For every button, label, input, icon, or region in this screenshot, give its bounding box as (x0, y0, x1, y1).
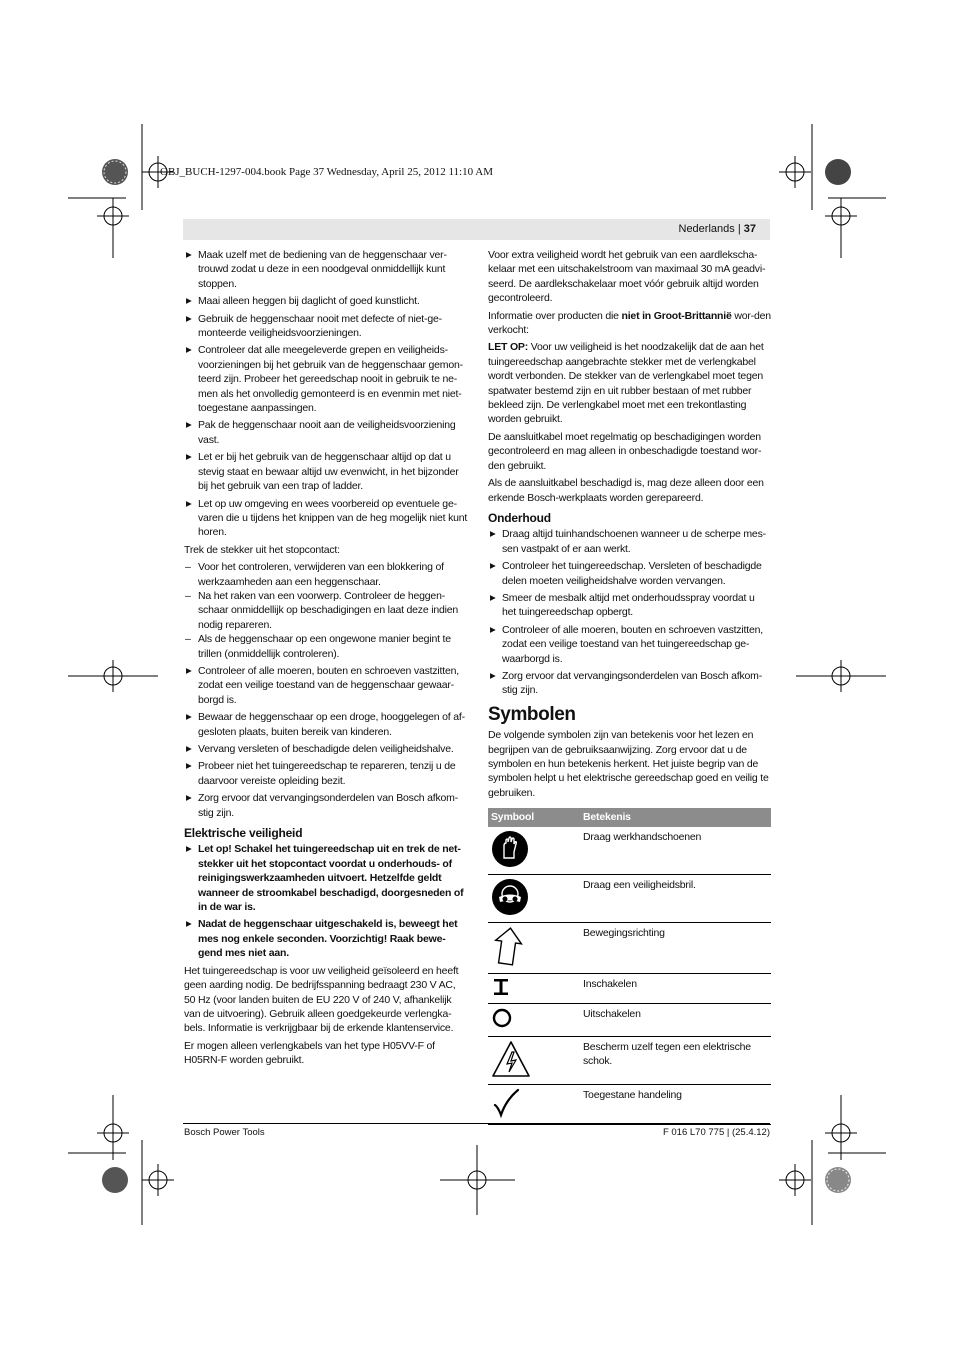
symbol-cell (488, 1085, 580, 1125)
meaning-cell: Toegestane handeling (580, 1085, 771, 1125)
meaning-cell: Uitschakelen (580, 1004, 771, 1036)
header-text (679, 223, 757, 235)
table-row (488, 923, 771, 973)
header-separator: | (737, 223, 741, 235)
section-heading-electrical: Elektrische veiligheid (184, 826, 303, 841)
table-header-row (488, 808, 771, 826)
list-item: ▶ Zorg ervoor dat vervangingsonderdelen van Bosch afkom-stig zijn. (488, 669, 771, 698)
symbol-cell (488, 923, 580, 973)
symbol-cell (488, 827, 580, 875)
meaning-cell: Draag een veiligheidsbril. (580, 875, 771, 923)
list-item: ▶ Maak uzelf met de bediening van de heggenschaar ver-trouwd zodat u deze in een noodgeval onmiddellijk kunt stoppen. (184, 248, 468, 291)
list-item: ▶ Let op uw omgeving en wees voorbereid op eventuele ge-varen die u tijdens het knippen van de heg mogelijk niet kunt horen. (184, 497, 468, 540)
arrow-up-icon (491, 926, 525, 966)
power-off-icon (491, 1007, 513, 1029)
list-item: ▶ Maai alleen heggen bij daglicht of goed kunstlicht. (184, 294, 468, 308)
list-item: ▶ Pak de heggenschaar nooit aan de veiligheidsvoorziening vast. (184, 418, 468, 447)
list-item: ▶ Zorg ervoor dat vervangingsonderdelen van Bosch afkom-stig zijn. (184, 791, 468, 820)
meaning-cell: Bewegingsrichting (580, 923, 771, 973)
section-heading-symbols: Symbolen (488, 703, 576, 725)
table-row (488, 875, 771, 923)
table-row (488, 973, 771, 1003)
footer-right: F 016 L70 775 | (25.4.12) (662, 1127, 770, 1138)
list-item: ▶ Probeer niet het tuingereedschap te repareren, tenzij u de daarvoor vereiste opleiding bezit. (184, 759, 468, 788)
paragraph: De volgende symbolen zijn van betekenis voor het lezen en begrijpen van de gebruiksaanwijzing. Zorg ervoor dat u de symbolen en hun betekenis herkent. Het juiste begrip van de symbolen helpt u het elektrische gereedschap goed en veilig te gebruiken. (488, 729, 769, 799)
goggles-icon (491, 878, 529, 916)
paragraph: Als de aansluitkabel beschadigd is, mag deze alleen door een erkende Bosch-werkplaats worden gerepareerd. (488, 477, 764, 504)
paragraph: Er mogen alleen verlengkabels van het type H05VV-F of H05RN-F worden gebruikt. (184, 1039, 435, 1067)
paragraph: De aansluitkabel moet regelmatig op beschadigingen worden gecontroleerd en mag alleen in onbeschadigde toestand wor-den gebruikt. (488, 430, 762, 472)
page-number: 37 (743, 223, 756, 235)
footer-left: Bosch Power Tools (184, 1127, 265, 1138)
header-language: Nederlands (678, 223, 735, 235)
table-row (488, 1004, 771, 1036)
table-row (488, 1085, 771, 1125)
symbols-table (488, 808, 771, 1125)
list-item: ▶ Let er bij het gebruik van de heggenschaar altijd op dat u stevig staat en bewaar altijd uw evenwicht, in het bijzonder bij het gebruik van een trap of ladder. (184, 450, 468, 493)
list-item: ▶ Nadat de heggenschaar uitgeschakeld is, beweegt het mes nog enkele seconden. Voorzichtig! Raak bewe-gend mes niet aan. (184, 917, 468, 960)
dash-item: – Voor het controleren, verwijderen van een blokkering of werkzaamheden aan een heggenschaar. (184, 560, 468, 589)
list-item: ▶ Vervang versleten of beschadigde delen veiligheidshalve. (184, 742, 468, 756)
paragraph (488, 340, 771, 426)
list-item: ▶ Smeer de mesbalk altijd met onderhoudsspray voordat u het tuingereedschap opbergt. (488, 591, 771, 620)
table-row (488, 1036, 771, 1084)
symbol-cell (488, 875, 580, 923)
right-column (488, 248, 771, 1125)
column-header-meaning: Betekenis (580, 808, 771, 826)
dash-item: – Als de heggenschaar op een ongewone manier begint te trillen (onmiddellijk controleren). (184, 632, 468, 661)
paragraph (488, 309, 771, 338)
text-run: Informatie over producten die (488, 309, 622, 322)
symbol-cell (488, 973, 580, 1003)
text-run-bold: niet in Groot-Brittannië (621, 309, 732, 322)
list-item: ▶ Draag altijd tuinhandschoenen wanneer u de scherpe mes-sen vastpakt of er aan werkt. (488, 527, 771, 556)
symbol-cell (488, 1004, 580, 1036)
meaning-cell: Bescherm uzelf tegen een elektrische schok. (580, 1036, 771, 1084)
power-on-icon (491, 977, 511, 997)
print-slug: OBJ_BUCH-1297-004.book Page 37 Wednesday, April 25, 2012 11:10 AM (160, 166, 493, 178)
footer-divider (183, 1123, 770, 1124)
checkmark-icon (491, 1088, 521, 1118)
text-run: Voor uw veiligheid is het noodzakelijk dat de aan het tuingereedschap aangebrachte stekker met de verlengkabel wordt verbonden. De stekker van de verlengkabel moet tegen spatwater bestemd zijn en uit rubber bestaan of met rubber bekleed zijn. De verlengkabel moet met een trekontlasting worden gebruikt. (488, 341, 764, 426)
list-item: ▶ Controleer of alle moeren, bouten en schroeven vastzitten, zodat een veilige toestand van de heggenschaar gewaar-borgd is. (184, 664, 468, 707)
left-column (184, 248, 468, 1071)
list-item: ▶ Controleer het tuingereedschap. Versleten of beschadigde delen moeten veiligheidshalve worden vervangen. (488, 559, 771, 588)
page-header (183, 219, 770, 240)
electric-shock-warning-icon (491, 1040, 531, 1078)
paragraph: Trek de stekker uit het stopcontact: (184, 543, 340, 556)
column-header-symbol: Symbool (488, 808, 580, 826)
gloves-icon (491, 830, 529, 868)
table-row (488, 827, 771, 875)
dash-item: – Na het raken van een voorwerp. Controleer de heggen-schaar onmiddellijk op beschadigingen en laat deze indien nodig repareren. (184, 589, 468, 632)
text-run: wor-den verkocht: (488, 309, 771, 337)
meaning-cell: Inschakelen (580, 973, 771, 1003)
meaning-cell: Draag werkhandschoenen (580, 827, 771, 875)
list-item: ▶ Controleer dat alle meegeleverde grepen en veiligheids-voorzieningen bij het gebruik van de heggenschaar gemon-teerd zijn. Probeer het gereedschap nooit in gebruik te ne-men als het onvolledig gemonteerd is en evenmin met niet-toegestane aanpassingen. (184, 343, 468, 415)
paragraph: Het tuingereedschap is voor uw veiligheid geïsoleerd en heeft geen aarding nodig. De bedrijfsspanning bedraagt 230 V AC, 50 Hz (voor landen buiten de EU 220 V of 240 V, afhankelijk van de uitvoering). Gebruik alleen goedgekeurde verlengka-bels. Informatie is verkrijgbaar bij de erkende klantenservice. (184, 964, 459, 1035)
list-item: ▶ Controleer of alle moeren, bouten en schroeven vastzitten, zodat een veilige toestand van het tuingereedschap ge-waarborgd is. (488, 623, 771, 666)
list-item: ▶ Gebruik de heggenschaar nooit met defecte of niet-ge-monteerde veiligheidsvoorzieningen. (184, 312, 468, 341)
section-heading-maintenance: Onderhoud (488, 510, 551, 525)
list-item: ▶ Bewaar de heggenschaar op een droge, hooggelegen of af-gesloten plaats, buiten bereik van kinderen. (184, 710, 468, 739)
paragraph: Voor extra veiligheid wordt het gebruik van een aardlekscha-kelaar met een uitschakelstroom van maximaal 30 mA geadvi-seerd. De aardlekschakelaar moet vóór gebruik altijd worden gecontroleerd. (488, 249, 766, 305)
text-run-bold: LET OP: (488, 341, 529, 354)
symbol-cell (488, 1036, 580, 1084)
list-item: ▶ Let op! Schakel het tuingereedschap uit en trek de net-stekker uit het stopcontact voordat u onderhouds- of reinigingswerkzaamheden uitvoert. Hetzelfde geldt wanneer de stroomkabel beschadigd, doorgesneden of in de war is. (184, 842, 468, 914)
